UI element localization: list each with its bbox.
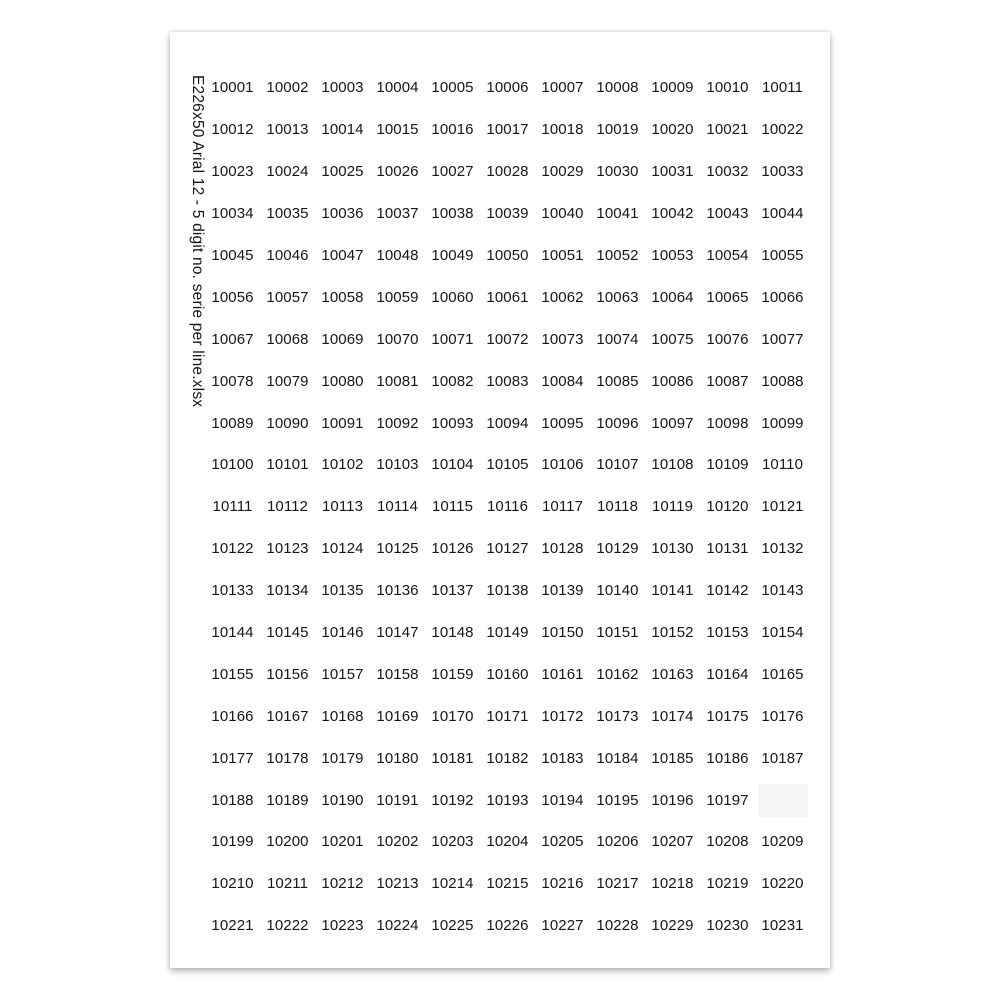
grid-cell: 10077 — [761, 330, 804, 348]
grid-cell: 10055 — [761, 247, 804, 264]
grid-cell: 10182 — [486, 749, 529, 767]
grid-cell: 10205 — [541, 833, 584, 851]
grid-cell: 10120 — [706, 498, 749, 516]
grid-cell: 10075 — [651, 330, 694, 348]
grid-cell: 10118 — [596, 498, 639, 516]
grid-cell: 10023 — [211, 163, 254, 181]
grid-cell: 10009 — [651, 79, 694, 97]
grid-cell: 10010 — [706, 79, 749, 97]
grid-cell: 10038 — [431, 205, 474, 223]
grid-cell: 10148 — [431, 624, 474, 642]
grid-cell: 10011 — [761, 79, 804, 97]
grid-cell: 10141 — [651, 582, 694, 600]
grid-cell: 10147 — [376, 624, 419, 642]
grid-cell: 10082 — [431, 372, 474, 390]
grid-cell: 10178 — [266, 749, 309, 767]
grid-cell: 10112 — [266, 498, 309, 516]
grid-cell: 10217 — [596, 875, 639, 893]
grid-cell: 10190 — [321, 791, 364, 809]
grid-cell: 10193 — [486, 791, 529, 809]
grid-cell: 10101 — [266, 456, 309, 474]
grid-cell: 10122 — [211, 540, 254, 558]
document-page — [170, 32, 830, 968]
grid-cell: 10185 — [651, 749, 694, 767]
grid-cell: 10204 — [486, 833, 529, 851]
grid-cell: 10181 — [431, 749, 474, 767]
grid-cell: 10167 — [266, 707, 309, 725]
grid-cell: 10074 — [596, 330, 639, 348]
grid-cell: 10116 — [486, 498, 529, 516]
grid-cell: 10152 — [651, 624, 694, 642]
grid-cell: 10230 — [706, 917, 749, 935]
grid-cell: 10207 — [651, 833, 694, 851]
grid-cell: 10019 — [596, 121, 639, 139]
grid-cell: 10128 — [541, 540, 584, 558]
grid-cell: 10100 — [211, 456, 254, 474]
grid-cell: 10062 — [541, 288, 584, 306]
grid-cell: 10192 — [431, 791, 474, 809]
grid-cell: 10224 — [376, 917, 419, 935]
grid-cell: 10113 — [321, 498, 364, 516]
grid-cell: 10056 — [211, 288, 254, 306]
grid-cell: 10068 — [266, 330, 309, 348]
grid-cell: 10169 — [376, 707, 419, 725]
grid-cell: 10140 — [596, 582, 639, 600]
grid-cell: 10139 — [541, 582, 584, 600]
grid-cell: 10025 — [321, 163, 364, 181]
grid-cell: 10084 — [541, 372, 584, 390]
grid-cell: 10046 — [266, 247, 309, 264]
grid-cell: 10066 — [761, 288, 804, 306]
grid-cell: 10166 — [211, 707, 254, 725]
grid-cell: 10115 — [431, 498, 474, 516]
filename-vertical-label: E226x50 Arial 12 - 5 digit no. serie per line.xlsx — [189, 75, 206, 408]
grid-cell: 10145 — [266, 624, 309, 642]
grid-cell: 10085 — [596, 372, 639, 390]
grid-cell: 10004 — [376, 79, 419, 97]
grid-cell: 10119 — [651, 498, 694, 516]
grid-cell: 10201 — [321, 833, 364, 851]
grid-cell: 10067 — [211, 330, 254, 348]
grid-cell: 10174 — [651, 707, 694, 725]
grid-cell: 10016 — [431, 121, 474, 139]
grid-cell: 10126 — [431, 540, 474, 558]
grid-cell: 10058 — [321, 288, 364, 306]
grid-cell: 10184 — [596, 749, 639, 767]
grid-cell: 10134 — [266, 582, 309, 600]
grid-cell: 10065 — [706, 288, 749, 306]
grid-cell: 10208 — [706, 833, 749, 851]
grid-cell — [755, 779, 810, 821]
grid-cell: 10209 — [761, 833, 804, 851]
grid-cell: 10018 — [541, 121, 584, 139]
grid-cell: 10130 — [651, 540, 694, 558]
grid-cell: 10036 — [321, 205, 364, 223]
grid-cell: 10076 — [706, 330, 749, 348]
grid-cell: 10226 — [486, 917, 529, 935]
grid-cell: 10008 — [596, 79, 639, 97]
grid-cell: 10111 — [212, 498, 253, 516]
grid-cell: 10057 — [266, 288, 309, 306]
grid-cell: 10039 — [486, 205, 529, 223]
grid-cell: 10092 — [376, 414, 419, 432]
grid-cell: 10196 — [651, 791, 694, 809]
grid-cell: 10103 — [376, 456, 419, 474]
grid-cell: 10153 — [706, 624, 749, 642]
grid-cell: 10199 — [211, 833, 254, 851]
grid-cell: 10163 — [651, 665, 694, 683]
grid-cell: 10158 — [376, 665, 419, 683]
grid-cell: 10195 — [596, 791, 639, 809]
grid-cell: 10114 — [376, 498, 419, 516]
grid-cell: 10200 — [266, 833, 309, 851]
grid-cell: 10197 — [706, 791, 749, 809]
grid-cell: 10079 — [266, 372, 309, 390]
grid-cell: 10219 — [706, 875, 749, 893]
grid-cell: 10221 — [211, 917, 254, 935]
grid-cell: 10033 — [761, 163, 804, 181]
grid-cell: 10172 — [541, 707, 584, 725]
grid-cell: 10053 — [651, 247, 694, 264]
grid-cell: 10012 — [211, 121, 254, 139]
grid-cell: 10027 — [431, 163, 474, 181]
grid-cell: 10127 — [486, 540, 529, 558]
grid-cell: 10214 — [431, 875, 474, 893]
grid-cell: 10143 — [761, 582, 804, 600]
grid-cell: 10034 — [211, 205, 254, 223]
grid-cell: 10151 — [596, 624, 639, 642]
grid-cell: 10137 — [431, 582, 474, 600]
grid-cell: 10020 — [651, 121, 694, 139]
grid-cell: 10089 — [211, 414, 254, 432]
grid-cell: 10125 — [376, 540, 419, 558]
grid-cell: 10131 — [706, 540, 749, 558]
grid-cell: 10144 — [211, 624, 254, 642]
grid-cell: 10202 — [376, 833, 419, 851]
grid-cell: 10188 — [211, 791, 254, 809]
grid-cell: 10040 — [541, 205, 584, 223]
grid-cell: 10049 — [431, 247, 474, 264]
grid-cell: 10213 — [376, 875, 419, 893]
grid-cell: 10013 — [266, 121, 309, 139]
grid-cell: 10211 — [266, 875, 309, 893]
grid-cell: 10109 — [706, 456, 749, 474]
grid-cell: 10123 — [266, 540, 309, 558]
grid-cell: 10218 — [651, 875, 694, 893]
grid-cell: 10098 — [706, 414, 749, 432]
grid-cell: 10014 — [321, 121, 364, 139]
empty-cell-highlight — [758, 784, 808, 817]
grid-cell: 10005 — [431, 79, 474, 97]
grid-cell: 10087 — [706, 372, 749, 390]
grid-cell: 10124 — [321, 540, 364, 558]
grid-cell: 10225 — [431, 917, 474, 935]
grid-cell: 10021 — [706, 121, 749, 139]
grid-cell: 10080 — [321, 372, 364, 390]
grid-cell: 10229 — [651, 917, 694, 935]
grid-cell: 10121 — [761, 498, 804, 516]
grid-cell: 10093 — [431, 414, 474, 432]
grid-cell: 10037 — [376, 205, 419, 223]
grid-cell: 10222 — [266, 917, 309, 935]
grid-cell: 10002 — [266, 79, 309, 97]
serial-number-grid — [205, 67, 810, 947]
grid-cell: 10164 — [706, 665, 749, 683]
grid-cell: 10059 — [376, 288, 419, 306]
grid-cell: 10022 — [761, 121, 804, 139]
grid-cell: 10094 — [486, 414, 529, 432]
grid-cell: 10132 — [761, 540, 804, 558]
grid-cell: 10191 — [376, 791, 419, 809]
grid-cell: 10052 — [596, 247, 639, 264]
grid-cell: 10133 — [211, 582, 254, 600]
grid-cell: 10083 — [486, 372, 529, 390]
grid-cell: 10029 — [541, 163, 584, 181]
grid-cell: 10180 — [376, 749, 419, 767]
grid-cell: 10028 — [486, 163, 529, 181]
grid-cell: 10220 — [761, 875, 804, 893]
grid-cell: 10104 — [431, 456, 474, 474]
grid-cell: 10091 — [321, 414, 364, 432]
grid-cell: 10183 — [541, 749, 584, 767]
grid-cell: 10071 — [431, 330, 474, 348]
grid-cell: 10095 — [541, 414, 584, 432]
grid-cell: 10043 — [706, 205, 749, 223]
grid-cell: 10047 — [321, 247, 364, 264]
grid-cell: 10149 — [486, 624, 529, 642]
grid-cell: 10099 — [761, 414, 804, 432]
grid-cell: 10186 — [706, 749, 749, 767]
grid-cell: 10026 — [376, 163, 419, 181]
grid-cell: 10155 — [211, 665, 254, 683]
grid-cell: 10228 — [596, 917, 639, 935]
grid-cell: 10097 — [651, 414, 694, 432]
grid-cell: 10227 — [541, 917, 584, 935]
grid-cell: 10030 — [596, 163, 639, 181]
grid-cell: 10032 — [706, 163, 749, 181]
grid-cell: 10162 — [596, 665, 639, 683]
grid-cell: 10223 — [321, 917, 364, 935]
grid-cell: 10048 — [376, 247, 419, 264]
grid-cell: 10135 — [321, 582, 364, 600]
grid-cell: 10206 — [596, 833, 639, 851]
grid-cell: 10179 — [321, 749, 364, 767]
grid-cell: 10015 — [376, 121, 419, 139]
grid-cell: 10194 — [541, 791, 584, 809]
grid-cell: 10154 — [761, 624, 804, 642]
grid-cell: 10072 — [486, 330, 529, 348]
grid-cell: 10078 — [211, 372, 254, 390]
grid-cell: 10041 — [596, 205, 639, 223]
grid-cell: 10110 — [761, 456, 804, 474]
grid-cell: 10215 — [486, 875, 529, 893]
grid-cell: 10203 — [431, 833, 474, 851]
grid-cell: 10171 — [486, 707, 529, 725]
grid-cell: 10157 — [321, 665, 364, 683]
grid-cell: 10073 — [541, 330, 584, 348]
grid-cell: 10088 — [761, 372, 804, 390]
grid-cell: 10161 — [541, 665, 584, 683]
grid-cell: 10187 — [761, 749, 804, 767]
grid-cell: 10177 — [211, 749, 254, 767]
grid-cell: 10156 — [266, 665, 309, 683]
grid-cell: 10031 — [651, 163, 694, 181]
grid-cell: 10050 — [486, 247, 529, 264]
grid-cell: 10138 — [486, 582, 529, 600]
grid-cell: 10105 — [486, 456, 529, 474]
grid-cell: 10216 — [541, 875, 584, 893]
grid-cell: 10006 — [486, 79, 529, 97]
grid-cell: 10212 — [321, 875, 364, 893]
grid-cell: 10024 — [266, 163, 309, 181]
grid-cell: 10165 — [761, 665, 804, 683]
grid-cell: 10173 — [596, 707, 639, 725]
grid-cell: 10175 — [706, 707, 749, 725]
grid-cell: 10096 — [596, 414, 639, 432]
grid-cell: 10086 — [651, 372, 694, 390]
grid-cell: 10044 — [761, 205, 804, 223]
grid-cell: 10017 — [486, 121, 529, 139]
grid-cell: 10051 — [541, 247, 584, 264]
grid-cell: 10102 — [321, 456, 364, 474]
grid-cell: 10035 — [266, 205, 309, 223]
grid-cell: 10168 — [321, 707, 364, 725]
grid-cell: 10070 — [376, 330, 419, 348]
grid-cell: 10061 — [486, 288, 529, 306]
grid-cell: 10136 — [376, 582, 419, 600]
grid-cell: 10106 — [541, 456, 584, 474]
grid-cell: 10189 — [266, 791, 309, 809]
grid-cell: 10159 — [431, 665, 474, 683]
grid-cell: 10150 — [541, 624, 584, 642]
grid-cell: 10042 — [651, 205, 694, 223]
grid-cell: 10146 — [321, 624, 364, 642]
grid-cell: 10003 — [321, 79, 364, 97]
grid-cell: 10045 — [211, 247, 254, 264]
grid-cell: 10170 — [431, 707, 474, 725]
grid-cell: 10142 — [706, 582, 749, 600]
grid-cell: 10160 — [486, 665, 529, 683]
grid-cell: 10107 — [596, 456, 639, 474]
grid-cell: 10117 — [541, 498, 584, 516]
grid-cell: 10176 — [761, 707, 804, 725]
grid-cell: 10090 — [266, 414, 309, 432]
grid-cell: 10064 — [651, 288, 694, 306]
grid-cell: 10069 — [321, 330, 364, 348]
grid-cell: 10129 — [596, 540, 639, 558]
grid-cell: 10007 — [541, 79, 584, 97]
grid-cell: 10081 — [376, 372, 419, 390]
grid-cell: 10060 — [431, 288, 474, 306]
grid-cell: 10231 — [761, 917, 804, 935]
grid-cell: 10063 — [596, 288, 639, 306]
grid-cell: 10108 — [651, 456, 694, 474]
grid-cell: 10054 — [706, 247, 749, 264]
grid-cell: 10210 — [211, 875, 254, 893]
grid-cell: 10001 — [211, 79, 254, 97]
